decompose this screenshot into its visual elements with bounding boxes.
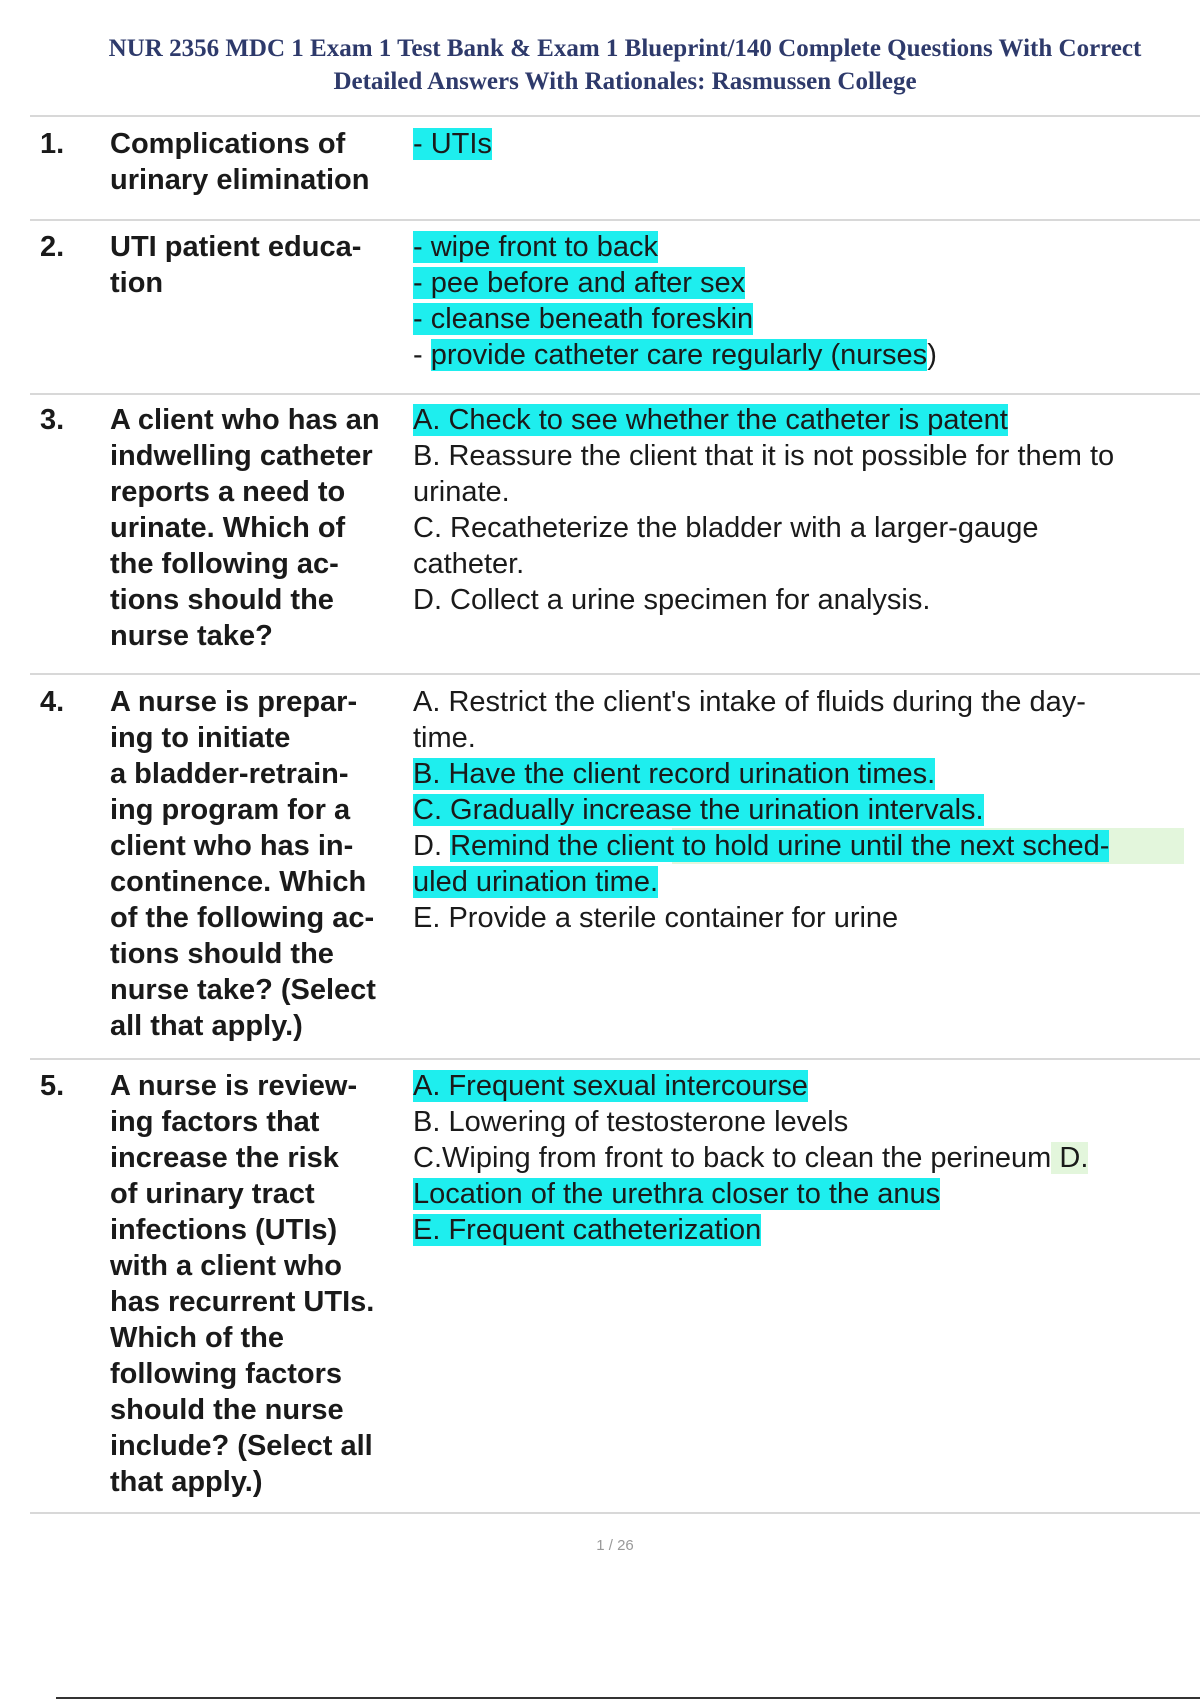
document-title-line-1: NUR 2356 MDC 1 Exam 1 Test Bank & Exam 1 Blueprint/140 Complete Questions With Correct bbox=[108, 35, 1142, 62]
answer-line-text: C.Wiping from front to back to clean the perineum bbox=[413, 1142, 1052, 1174]
question-text bbox=[110, 229, 410, 301]
answer-highlight: A. Frequent sexual intercourse bbox=[413, 1070, 808, 1102]
question-line: Complications of bbox=[110, 128, 346, 160]
question-line: a bladder-retrain- bbox=[110, 758, 349, 790]
question-text bbox=[110, 402, 410, 654]
question-text bbox=[110, 684, 410, 1044]
question-line: following factors bbox=[110, 1358, 342, 1390]
answer-line: B. Reassure the client that it is not possible for them to bbox=[413, 440, 1115, 472]
answer-line bbox=[413, 402, 1193, 438]
question-line: the following ac- bbox=[110, 548, 339, 580]
question-line: of the following ac- bbox=[110, 902, 375, 934]
answer-line: time. bbox=[413, 722, 476, 754]
answer-highlight: A. Check to see whether the catheter is patent bbox=[413, 404, 1008, 436]
answer-line bbox=[413, 1140, 1193, 1176]
question-line: tions should the bbox=[110, 938, 334, 970]
answer-highlight: - wipe front to back bbox=[413, 231, 658, 263]
answer-highlight: Remind the client to hold urine until the next sched- bbox=[450, 830, 1110, 862]
question-text bbox=[110, 126, 410, 198]
question-line: has recurrent UTIs. bbox=[110, 1286, 375, 1318]
answer-highlight: B. Have the client record urination times. bbox=[413, 758, 936, 790]
question-line: reports a need to bbox=[110, 476, 346, 508]
footer-divider bbox=[56, 1697, 1200, 1699]
question-line: ing to initiate bbox=[110, 722, 291, 754]
document-title-line-2: Detailed Answers With Rationales: Rasmussen College bbox=[333, 68, 917, 95]
question-line: nurse take? bbox=[110, 620, 273, 652]
answer-highlight: E. Frequent catheterization bbox=[413, 1214, 762, 1246]
question-line: should the nurse bbox=[110, 1394, 344, 1426]
question-line: Which of the bbox=[110, 1322, 284, 1354]
answer-text bbox=[413, 684, 1193, 936]
question-number: 2. bbox=[40, 231, 65, 263]
answer-line: urinate. bbox=[413, 476, 510, 508]
question-line: of urinary tract bbox=[110, 1178, 315, 1210]
question-line: A nurse is review- bbox=[110, 1070, 358, 1102]
question-line: that apply.) bbox=[110, 1466, 263, 1498]
question-line: ing factors that bbox=[110, 1106, 320, 1138]
question-line: with a client who bbox=[110, 1250, 343, 1282]
answer-line: E. Provide a sterile container for urine bbox=[413, 902, 899, 934]
answer-line bbox=[413, 229, 1193, 265]
question-line: A client who has an bbox=[110, 404, 380, 436]
question-number: 3. bbox=[40, 404, 65, 436]
question-line: client who has in- bbox=[110, 830, 354, 862]
answer-line: B. Lowering of testosterone levels bbox=[413, 1106, 849, 1138]
answer-line bbox=[413, 1176, 1193, 1212]
answer-text bbox=[413, 1068, 1193, 1248]
question-line: all that apply.) bbox=[110, 1010, 303, 1042]
question-line: increase the risk bbox=[110, 1142, 339, 1174]
answer-line: catheter. bbox=[413, 548, 525, 580]
answer-highlight-soft: D. bbox=[1051, 1142, 1089, 1174]
question-text bbox=[110, 1068, 410, 1500]
question-line: urinate. Which of bbox=[110, 512, 346, 544]
question-line: ing program for a bbox=[110, 794, 351, 826]
answer-line bbox=[413, 126, 1193, 162]
question-line: UTI patient educa- bbox=[110, 231, 362, 263]
question-line: tion bbox=[110, 267, 164, 299]
answer-line bbox=[413, 828, 1193, 864]
answer-text bbox=[413, 126, 1193, 162]
divider bbox=[30, 1058, 1200, 1060]
question-number: 5. bbox=[40, 1070, 65, 1102]
divider bbox=[30, 1512, 1200, 1514]
answer-line bbox=[413, 337, 1193, 373]
answer-highlight: - UTIs bbox=[413, 128, 492, 160]
answer-line bbox=[413, 265, 1193, 301]
answer-line bbox=[413, 1212, 1193, 1248]
question-line: include? (Select all bbox=[110, 1430, 373, 1462]
answer-prefix: D. bbox=[413, 830, 451, 862]
document-title bbox=[30, 32, 1200, 98]
question-line: indwelling catheter bbox=[110, 440, 373, 472]
answer-line bbox=[413, 1068, 1193, 1104]
answer-highlight: C. Gradually increase the urination intervals. bbox=[413, 794, 984, 826]
question-number: 4. bbox=[40, 686, 65, 718]
question-line: infections (UTIs) bbox=[110, 1214, 338, 1246]
page-number: 1 / 26 bbox=[596, 1537, 634, 1554]
divider bbox=[30, 393, 1200, 395]
answer-highlight: uled urination time. bbox=[413, 866, 659, 898]
answer-line bbox=[413, 792, 1193, 828]
question-line: tions should the bbox=[110, 584, 334, 616]
question-number: 1. bbox=[40, 128, 65, 160]
answer-line bbox=[413, 301, 1193, 337]
answer-line bbox=[413, 756, 1193, 792]
answer-line: C. Recatheterize the bladder with a larger-gauge bbox=[413, 512, 1039, 544]
question-line: continence. Which bbox=[110, 866, 367, 898]
divider bbox=[30, 219, 1200, 221]
answer-text bbox=[413, 402, 1193, 618]
answer-highlight: - pee before and after sex bbox=[413, 267, 746, 299]
answer-prefix: - bbox=[413, 339, 431, 371]
answer-highlight: provide catheter care regularly (nurses bbox=[430, 339, 928, 371]
divider bbox=[30, 115, 1200, 117]
answer-suffix: ) bbox=[927, 339, 937, 371]
question-line: nurse take? (Select bbox=[110, 974, 376, 1006]
divider bbox=[30, 673, 1200, 675]
answer-highlight: - cleanse beneath foreskin bbox=[413, 303, 754, 335]
question-line: A nurse is prepar- bbox=[110, 686, 358, 718]
answer-text bbox=[413, 229, 1193, 373]
answer-line: A. Restrict the client's intake of fluids during the day- bbox=[413, 686, 1086, 718]
answer-highlight: Location of the urethra closer to the anus bbox=[413, 1178, 941, 1210]
answer-line: D. Collect a urine specimen for analysis. bbox=[413, 584, 931, 616]
question-line: urinary elimination bbox=[110, 164, 370, 196]
answer-line bbox=[413, 864, 1193, 900]
